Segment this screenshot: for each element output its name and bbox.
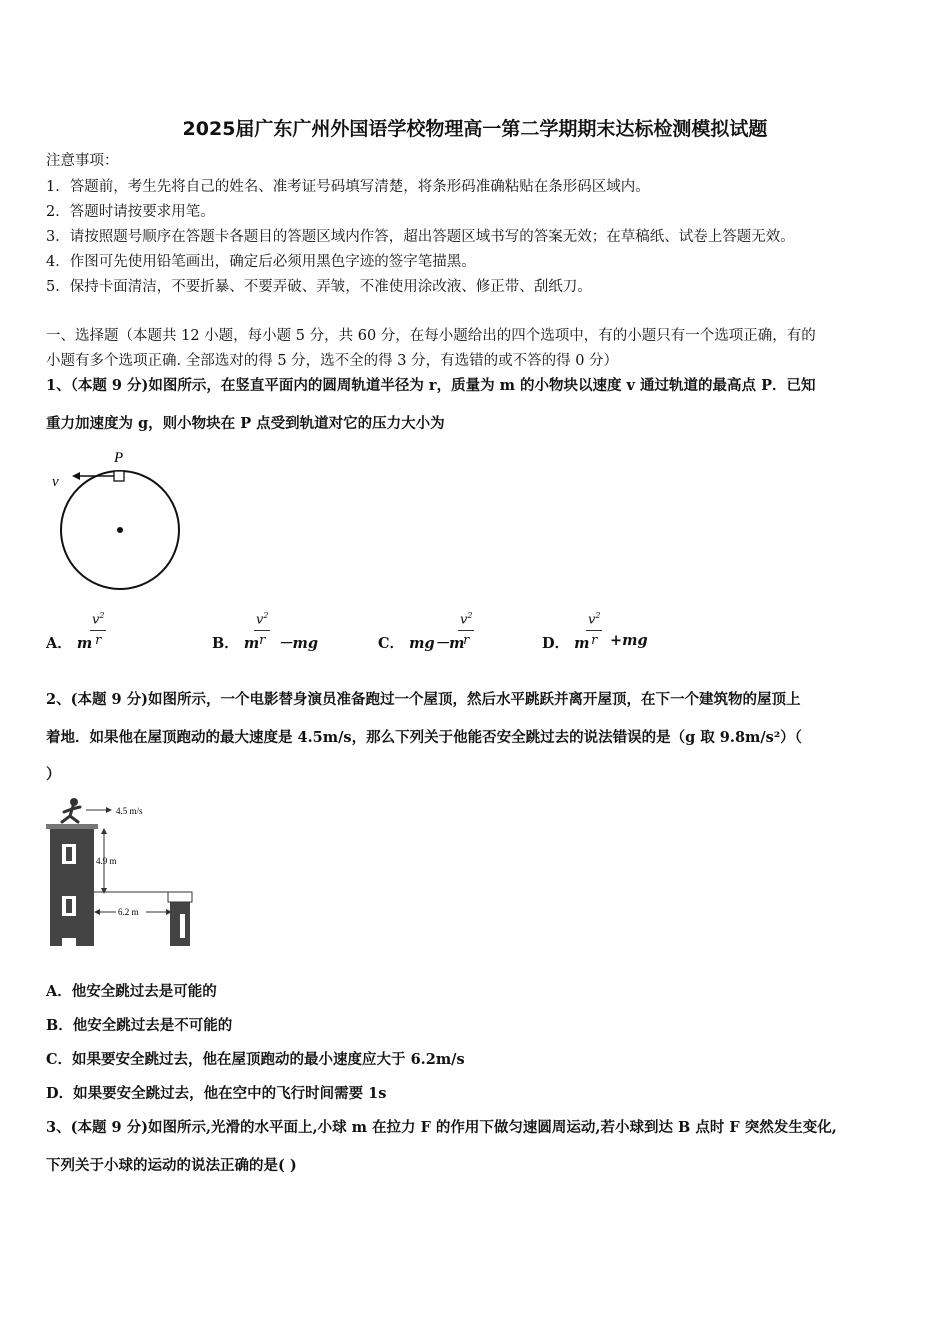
q1-stem-cont: 重力加速度为 g，则小物块在 P 点受到轨道对它的压力大小为 [46,415,445,432]
q2-building-figure [46,792,196,948]
q1-option-c[interactable]: C． mg－m [378,635,465,652]
q2-stem-cont: 着地．如果他在屋顶跑动的最大速度是 4.5m/s，那么下列关于他能否安全跳过去的说法错误的是（g 取 9.8m/s²）（ [46,729,802,746]
q1-option-b[interactable]: B． m [212,635,260,652]
notice-item: 2．答题时请按要求用笔。 [46,204,215,220]
block [114,471,124,481]
q1-c-fraction: $\frac{v^2}{r}$ [458,606,474,651]
label-v: v [52,474,59,490]
label-p: P [114,450,124,466]
q2-stem-end: ） [46,766,61,783]
arrow-head [72,472,80,480]
q3-stem: 3、(本题 9 分)如图所示,光滑的水平面上,小球 m 在拉力 F 的作用下做匀速圆周运动,若小球到达 B 点时 F 突然发生变化, [46,1119,837,1136]
runner-icon [62,798,80,822]
q1-circle-figure [46,444,196,594]
q2-option-c[interactable]: C．如果要安全跳过去，他在屋顶跑动的最小速度应大于 6.2m/s [46,1051,465,1068]
q2-option-a[interactable]: A．他安全跳过去是可能的 [46,983,217,1000]
speed-label: 4.5 m/s [116,806,143,816]
q2-stem: 2、(本题 9 分)如图所示，一个电影替身演员准备跑过一个屋顶，然后水平跳跃并离开屋顶，在下一个建筑物的屋顶上 [46,691,801,708]
q1-a-fraction: $\frac{v^2}{r}$ [90,606,106,651]
notice-item: 5．保持卡面清洁，不要折暴、不要弄破、弄皱，不准使用涂改液、修正带、刮纸刀。 [46,279,592,295]
q1-option-a[interactable]: A． m [46,635,93,652]
notice-heading: 注意事项： [46,153,119,169]
center-dot [117,527,123,533]
q1-b-fraction: $\frac{v^2}{r}$ [254,606,270,651]
q2-option-d[interactable]: D．如果要安全跳过去，他在空中的飞行时间需要 1s [46,1085,387,1102]
page-title: 2025届广东广州外国语学校物理高一第二学期期末达标检测模拟试题 [182,118,768,140]
q1-stem: 1、（本题 9 分)如图所示，在竖直平面内的圆周轨道半径为 r，质量为 m 的小物块以速度 v 通过轨道的最高点 P．已知 [46,377,816,394]
q1-d-fraction: $\frac{v^2}{r}$ [586,606,602,651]
notice-item: 4．作图可先使用铅笔画出，确定后必须用黑色字迹的签字笔描黑。 [46,254,476,270]
section-heading: 一、选择题（本题共 12 小题，每小题 5 分，共 60 分，在每小题给出的四个选项中，有的小题只有一个选项正确，有的 [46,328,816,344]
q3-stem-cont: 下列关于小球的运动的说法正确的是( ) [46,1157,297,1174]
distance-label: 6.2 m [118,907,139,917]
notice-item: 1．答题前，考生先将自己的姓名、准考证号码填写清楚，将条形码准确粘贴在条形码区域内。 [46,179,650,195]
q1-b-suffix: －mg [278,635,318,652]
notice-item: 3．请按照题号顺序在答题卡各题目的答题区域内作答，超出答题区域书写的答案无效；在草稿纸、试卷上答题无效。 [46,229,795,245]
section-heading-cont: 小题有多个选项正确. 全部选对的得 5 分，选不全的得 3 分，有选错的或不答的得 0 分） [46,353,619,369]
q2-option-b[interactable]: B．他安全跳过去是不可能的 [46,1017,233,1034]
q1-option-d[interactable]: D． m [542,635,590,652]
q1-d-suffix: +mg [610,632,648,649]
height-label: 4.9 m [96,856,117,866]
